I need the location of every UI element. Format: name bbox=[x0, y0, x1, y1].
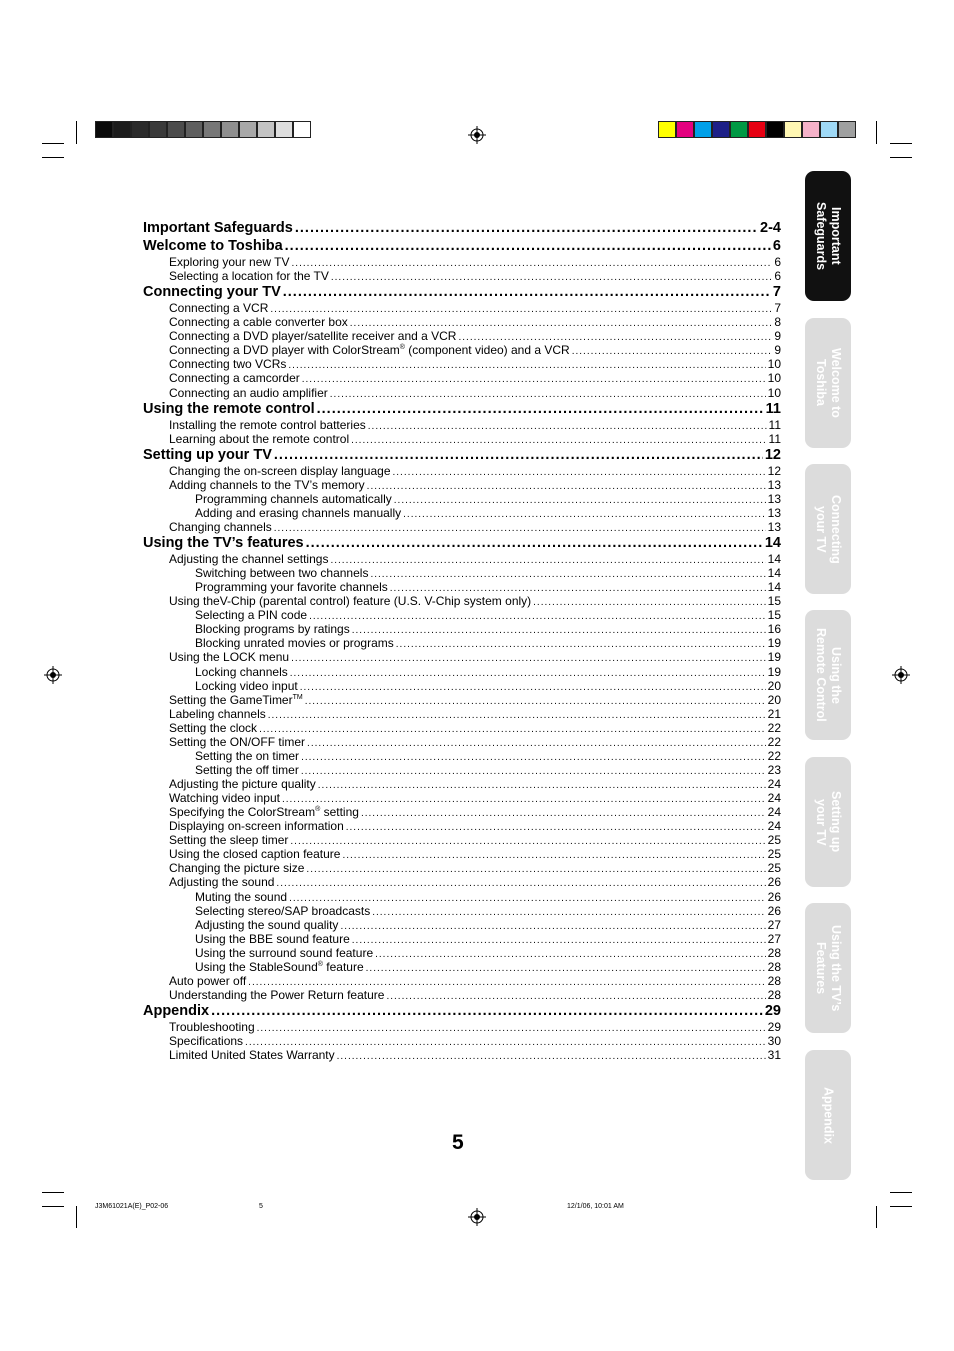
toc-page-number: 21 bbox=[767, 706, 781, 721]
toc-section-entry bbox=[143, 401, 781, 418]
toc-entry bbox=[143, 960, 781, 974]
toc-entry bbox=[143, 432, 781, 446]
trademark-symbol: ® bbox=[399, 344, 405, 352]
dot-leader bbox=[291, 652, 766, 664]
color-swatch bbox=[712, 121, 730, 138]
toc-entry bbox=[143, 608, 781, 622]
toc-page-number: 15 bbox=[767, 608, 781, 623]
dot-leader bbox=[295, 220, 758, 237]
toc-page-number: 25 bbox=[767, 833, 781, 848]
toc-entry bbox=[143, 464, 781, 478]
dot-leader bbox=[458, 331, 772, 343]
toc-page-number: 24 bbox=[767, 777, 781, 791]
dot-leader bbox=[370, 568, 765, 580]
toc-entry-title: Locking video input bbox=[195, 678, 298, 693]
toc-page-number: 26 bbox=[767, 903, 781, 918]
color-swatch bbox=[694, 121, 712, 138]
dot-leader bbox=[274, 522, 766, 534]
toc-entry-title: Understanding the Power Return feature bbox=[169, 987, 385, 1002]
toc-entry bbox=[143, 749, 781, 763]
toc-page-number: 20 bbox=[767, 678, 781, 693]
toc-page-number: 13 bbox=[767, 477, 781, 492]
toc-entry-title: Setting up your TV bbox=[143, 446, 272, 463]
toc-entry bbox=[143, 1048, 781, 1062]
dot-leader bbox=[248, 976, 765, 988]
toc-page-number: 9 bbox=[774, 343, 781, 358]
dot-leader bbox=[396, 638, 766, 650]
toc-entry-title: Connecting your TV bbox=[143, 284, 281, 301]
toc-entry bbox=[143, 847, 781, 861]
toc-entry bbox=[143, 357, 781, 371]
gray-calibration-bar bbox=[95, 121, 311, 138]
dot-leader bbox=[317, 401, 764, 418]
color-swatch bbox=[293, 121, 311, 138]
toc-section-entry bbox=[143, 220, 781, 237]
toc-entry bbox=[143, 777, 781, 791]
color-swatch bbox=[221, 121, 239, 138]
toc-entry-title: Locking channels bbox=[195, 664, 288, 679]
toc-entry-title: Using the BBE sound feature bbox=[195, 931, 350, 946]
dot-leader bbox=[259, 723, 766, 735]
table-of-contents bbox=[143, 219, 781, 1062]
dot-leader bbox=[276, 877, 765, 889]
toc-section-entry bbox=[143, 1003, 781, 1020]
color-swatch bbox=[149, 121, 167, 138]
toc-entry-title: Limited United States Warranty bbox=[169, 1048, 335, 1063]
toc-page-number: 9 bbox=[774, 329, 781, 344]
color-swatch bbox=[784, 121, 802, 138]
dot-leader bbox=[307, 737, 766, 749]
toc-entry bbox=[143, 665, 781, 679]
toc-page-number: 29 bbox=[764, 1003, 781, 1019]
color-swatch bbox=[185, 121, 203, 138]
dot-leader bbox=[361, 807, 766, 819]
toc-entry-title: Displaying on-screen information bbox=[169, 819, 344, 834]
toc-entry-title: Programming your favorite channels bbox=[195, 580, 388, 595]
toc-entry bbox=[143, 805, 781, 819]
toc-page-number: 22 bbox=[767, 734, 781, 749]
toc-entry-title: Auto power off bbox=[169, 973, 247, 988]
toc-page-number: 19 bbox=[767, 650, 781, 665]
toc-entry-title: Using the closed caption feature bbox=[169, 847, 341, 862]
toc-entry bbox=[143, 833, 781, 847]
toc-entry-title: Exploring your new TV bbox=[169, 255, 290, 269]
toc-entry-title: Connecting two VCRs bbox=[169, 357, 287, 372]
footer-timestamp: 12/1/06, 10:01 AM bbox=[567, 1203, 624, 1210]
toc-entry-title: Changing channels bbox=[169, 519, 272, 534]
color-swatch bbox=[676, 121, 694, 138]
registration-mark-icon bbox=[892, 666, 910, 684]
toc-entry-title: Adjusting the sound bbox=[169, 875, 275, 890]
section-tab[interactable] bbox=[805, 171, 851, 301]
color-swatch bbox=[766, 121, 784, 138]
toc-entry bbox=[143, 861, 781, 875]
toc-page-number: 10 bbox=[767, 357, 781, 372]
section-tab[interactable] bbox=[805, 757, 851, 887]
section-tab-label: Using the TV’s Features bbox=[814, 924, 843, 1012]
dot-leader bbox=[352, 624, 766, 636]
section-tab-label: Connecting your TV bbox=[814, 494, 843, 564]
toc-page-number: 27 bbox=[767, 931, 781, 946]
toc-page-number: 14 bbox=[764, 535, 781, 551]
toc-entry-title: Connecting a camcorder bbox=[169, 371, 300, 386]
toc-page-number: 12 bbox=[767, 463, 781, 478]
dot-leader bbox=[533, 596, 765, 608]
registration-mark-icon bbox=[44, 666, 62, 684]
toc-page-number: 28 bbox=[767, 945, 781, 960]
toc-entry bbox=[143, 735, 781, 749]
dot-leader bbox=[368, 420, 767, 432]
toc-entry bbox=[143, 679, 781, 693]
toc-entry-title: Adjusting the picture quality bbox=[169, 777, 316, 791]
color-calibration-bar bbox=[658, 121, 856, 138]
toc-entry-title: Setting the GameTimer™ bbox=[169, 692, 303, 707]
toc-entry-title: Connecting an audio amplifier bbox=[169, 385, 328, 400]
toc-page-number: 30 bbox=[767, 1034, 781, 1049]
section-tab[interactable] bbox=[805, 903, 851, 1033]
section-tab[interactable] bbox=[805, 1050, 851, 1180]
color-swatch bbox=[658, 121, 676, 138]
toc-page-number: 12 bbox=[764, 446, 781, 463]
dot-leader bbox=[346, 821, 766, 833]
toc-page-number: 28 bbox=[767, 959, 781, 974]
toc-page-number: 6 bbox=[774, 255, 781, 269]
dot-leader bbox=[386, 990, 765, 1002]
toc-entry-title: Using the remote control bbox=[143, 400, 315, 417]
dot-leader bbox=[270, 303, 772, 315]
color-swatch bbox=[131, 121, 149, 138]
toc-section-entry bbox=[143, 238, 781, 255]
dot-leader bbox=[403, 508, 766, 520]
color-swatch bbox=[802, 121, 820, 138]
color-swatch bbox=[113, 121, 131, 138]
color-swatch bbox=[748, 121, 766, 138]
toc-page-number: 19 bbox=[767, 636, 781, 651]
color-swatch bbox=[239, 121, 257, 138]
toc-page-number: 24 bbox=[767, 819, 781, 834]
section-tab-label: Using the Remote Control bbox=[814, 628, 843, 722]
toc-entry bbox=[143, 301, 781, 315]
toc-entry bbox=[143, 1020, 781, 1034]
page-number: 5 bbox=[452, 1131, 464, 1154]
toc-page-number: 19 bbox=[767, 664, 781, 679]
dot-leader bbox=[572, 345, 773, 357]
toc-page-number: 7 bbox=[772, 284, 781, 301]
color-swatch bbox=[257, 121, 275, 138]
dot-leader bbox=[211, 1003, 763, 1020]
toc-entry-title: Welcome to Toshiba bbox=[143, 238, 283, 254]
dot-leader bbox=[285, 238, 771, 255]
toc-entry bbox=[143, 946, 781, 960]
toc-page-number: 10 bbox=[767, 385, 781, 400]
toc-entry-title: Connecting a cable converter box bbox=[169, 315, 348, 330]
toc-entry-title: Using the StableSound® feature bbox=[195, 959, 364, 974]
dot-leader bbox=[394, 494, 766, 506]
dot-leader bbox=[268, 709, 766, 721]
footer-page: 5 bbox=[259, 1203, 263, 1210]
toc-entry bbox=[143, 819, 781, 833]
dot-leader bbox=[330, 388, 766, 400]
dot-leader bbox=[309, 610, 766, 622]
toc-entry-title: Important Safeguards bbox=[143, 220, 293, 236]
toc-page-number: 14 bbox=[767, 566, 781, 581]
toc-entry bbox=[143, 371, 781, 385]
dot-leader bbox=[302, 373, 766, 385]
dot-leader bbox=[367, 480, 766, 492]
toc-page-number: 25 bbox=[767, 861, 781, 876]
toc-page-number: 22 bbox=[767, 748, 781, 763]
toc-section-entry bbox=[143, 535, 781, 552]
toc-entry bbox=[143, 707, 781, 721]
color-swatch bbox=[820, 121, 838, 138]
toc-page-number: 15 bbox=[767, 594, 781, 609]
toc-page-number: 26 bbox=[767, 889, 781, 904]
toc-entry bbox=[143, 636, 781, 650]
toc-entry-title: Blocking unrated movies or programs bbox=[195, 636, 394, 651]
toc-entry bbox=[143, 904, 781, 918]
toc-entry bbox=[143, 622, 781, 636]
toc-entry bbox=[143, 478, 781, 492]
dot-leader bbox=[300, 681, 766, 693]
section-tab-label: Welcome to Toshiba bbox=[814, 348, 843, 418]
toc-entry-title: Blocking programs by ratings bbox=[195, 622, 350, 637]
color-swatch bbox=[95, 121, 113, 138]
toc-entry bbox=[143, 269, 781, 283]
toc-entry-title: Setting the ON/OFF timer bbox=[169, 734, 306, 749]
toc-page-number: 16 bbox=[767, 622, 781, 637]
toc-entry bbox=[143, 791, 781, 805]
toc-entry-title: Using the LOCK menu bbox=[169, 650, 290, 665]
toc-entry bbox=[143, 506, 781, 520]
section-tab[interactable] bbox=[805, 610, 851, 740]
toc-entry bbox=[143, 918, 781, 932]
toc-entry-title: Labeling channels bbox=[169, 706, 266, 721]
dot-leader bbox=[257, 1022, 766, 1034]
toc-page-number: 25 bbox=[767, 847, 781, 862]
toc-entry bbox=[143, 1034, 781, 1048]
toc-entry-title: Switching between two channels bbox=[195, 566, 369, 581]
toc-entry bbox=[143, 329, 781, 343]
dot-leader bbox=[301, 765, 766, 777]
dot-leader bbox=[330, 554, 765, 566]
toc-entry bbox=[143, 721, 781, 735]
toc-entry-title: Using the TV’s features bbox=[143, 535, 304, 551]
toc-entry bbox=[143, 566, 781, 580]
dot-leader bbox=[306, 535, 763, 552]
toc-page-number: 27 bbox=[767, 917, 781, 932]
dot-leader bbox=[282, 793, 766, 805]
toc-entry-title: Troubleshooting bbox=[169, 1020, 255, 1034]
toc-entry bbox=[143, 520, 781, 534]
toc-entry bbox=[143, 418, 781, 432]
trademark-symbol: TM bbox=[292, 693, 303, 701]
dot-leader bbox=[289, 892, 766, 904]
toc-section-entry bbox=[143, 284, 781, 301]
section-tab[interactable] bbox=[805, 318, 851, 448]
toc-page-number: 6 bbox=[774, 269, 781, 284]
toc-page-number: 11 bbox=[768, 417, 781, 432]
dot-leader bbox=[393, 466, 766, 478]
toc-page-number: 28 bbox=[767, 987, 781, 1002]
toc-entry-title: Selecting a location for the TV bbox=[169, 269, 329, 284]
toc-entry bbox=[143, 552, 781, 566]
dot-leader bbox=[318, 779, 766, 791]
toc-entry-title: Connecting a VCR bbox=[169, 301, 269, 316]
toc-entry bbox=[143, 386, 781, 400]
section-tab-label: Important Safeguards bbox=[814, 201, 843, 271]
dot-leader bbox=[290, 835, 765, 847]
color-swatch bbox=[203, 121, 221, 138]
footer-file-name: J3M61021A(E)_P02-06 bbox=[95, 1203, 169, 1210]
dot-leader bbox=[290, 667, 766, 679]
toc-entry bbox=[143, 343, 781, 357]
toc-entry-title: Watching video input bbox=[169, 791, 280, 806]
toc-page-number: 13 bbox=[767, 491, 781, 506]
toc-page-number: 10 bbox=[767, 371, 781, 386]
dot-leader bbox=[342, 849, 765, 861]
dot-leader bbox=[306, 863, 765, 875]
toc-page-number: 24 bbox=[767, 791, 781, 806]
toc-entry bbox=[143, 974, 781, 988]
toc-entry bbox=[143, 650, 781, 664]
toc-entry-title: Specifying the ColorStream® setting bbox=[169, 805, 359, 820]
dot-leader bbox=[274, 447, 763, 464]
toc-entry-title: Connecting a DVD player with ColorStream® (component video) and a VCR bbox=[169, 343, 570, 358]
toc-entry bbox=[143, 988, 781, 1002]
dot-leader bbox=[292, 257, 773, 269]
registration-mark-icon bbox=[468, 1208, 486, 1226]
dot-leader bbox=[390, 582, 766, 594]
toc-entry bbox=[143, 693, 781, 707]
toc-page-number: 11 bbox=[768, 431, 781, 446]
toc-entry bbox=[143, 875, 781, 889]
toc-entry bbox=[143, 492, 781, 506]
dot-leader bbox=[340, 920, 765, 932]
color-swatch bbox=[275, 121, 293, 138]
toc-section-entry bbox=[143, 447, 781, 464]
toc-entry-title: Adjusting the sound quality bbox=[195, 917, 339, 932]
toc-entry-title: Muting the sound bbox=[195, 889, 288, 904]
toc-entry-title: Setting the clock bbox=[169, 720, 258, 735]
section-tab[interactable] bbox=[805, 464, 851, 594]
toc-page-number: 26 bbox=[767, 875, 781, 890]
dot-leader bbox=[283, 284, 771, 301]
dot-leader bbox=[350, 317, 773, 329]
toc-entry bbox=[143, 890, 781, 904]
toc-page-number: 20 bbox=[767, 692, 781, 707]
toc-entry-title: Setting the sleep timer bbox=[169, 833, 289, 848]
dot-leader bbox=[331, 271, 772, 283]
toc-entry-title: Changing the picture size bbox=[169, 861, 305, 876]
section-tab-label: Appendix bbox=[821, 1086, 836, 1144]
toc-entry-title: Adjusting the channel settings bbox=[169, 552, 329, 566]
toc-entry-title: Setting the off timer bbox=[195, 762, 299, 777]
toc-entry-title: Appendix bbox=[143, 1003, 210, 1019]
toc-entry-title: Specifications bbox=[169, 1034, 244, 1049]
toc-entry-title: Selecting stereo/SAP broadcasts bbox=[195, 903, 371, 918]
dot-leader bbox=[352, 934, 766, 946]
toc-page-number: 7 bbox=[774, 301, 781, 316]
toc-page-number: 14 bbox=[767, 580, 781, 595]
dot-leader bbox=[301, 751, 766, 763]
toc-entry-title: Using theV-Chip (parental control) feature (U.S. V-Chip system only) bbox=[169, 594, 532, 609]
toc-page-number: 14 bbox=[767, 552, 781, 566]
toc-entry-title: Using the surround sound feature bbox=[195, 945, 374, 960]
dot-leader bbox=[337, 1050, 766, 1062]
toc-entry bbox=[143, 932, 781, 946]
dot-leader bbox=[245, 1036, 766, 1048]
dot-leader bbox=[375, 948, 766, 960]
toc-page-number: 6 bbox=[772, 238, 781, 254]
toc-page-number: 13 bbox=[767, 519, 781, 534]
toc-page-number: 23 bbox=[767, 762, 781, 777]
toc-entry bbox=[143, 580, 781, 594]
toc-entry-title: Programming channels automatically bbox=[195, 491, 392, 506]
trademark-symbol: ® bbox=[315, 806, 321, 814]
toc-entry bbox=[143, 255, 781, 269]
toc-entry-title: Adding and erasing channels manually bbox=[195, 505, 402, 520]
toc-page-number: 2-4 bbox=[760, 220, 781, 236]
toc-entry-title: Selecting a PIN code bbox=[195, 608, 308, 623]
toc-entry bbox=[143, 315, 781, 329]
toc-entry-title: Connecting a DVD player/satellite receiver and a VCR bbox=[169, 329, 457, 344]
toc-page-number: 22 bbox=[767, 720, 781, 735]
toc-page-number: 28 bbox=[767, 973, 781, 988]
color-swatch bbox=[167, 121, 185, 138]
section-tab-label: Setting up your TV bbox=[814, 791, 843, 853]
dot-leader bbox=[366, 962, 766, 974]
toc-entry-title: Setting the on timer bbox=[195, 748, 300, 763]
dot-leader bbox=[305, 695, 766, 707]
trademark-symbol: ® bbox=[317, 960, 323, 968]
registration-mark-icon bbox=[468, 126, 486, 144]
toc-entry-title: Installing the remote control batteries bbox=[169, 417, 366, 432]
toc-entry-title: Changing the on-screen display language bbox=[169, 463, 391, 478]
dot-leader bbox=[288, 359, 765, 371]
toc-entry-title: Adding channels to the TV’s memory bbox=[169, 477, 365, 492]
toc-page-number: 29 bbox=[767, 1020, 781, 1034]
toc-page-number: 24 bbox=[767, 805, 781, 820]
color-swatch bbox=[730, 121, 748, 138]
dot-leader bbox=[351, 434, 766, 446]
toc-page-number: 13 bbox=[767, 505, 781, 520]
toc-page-number: 31 bbox=[767, 1048, 781, 1063]
toc-entry-title: Learning about the remote control bbox=[169, 431, 350, 446]
toc-entry bbox=[143, 594, 781, 608]
color-swatch bbox=[838, 121, 856, 138]
toc-page-number: 11 bbox=[765, 400, 781, 417]
dot-leader bbox=[372, 906, 765, 918]
toc-entry bbox=[143, 763, 781, 777]
toc-page-number: 8 bbox=[774, 315, 781, 330]
